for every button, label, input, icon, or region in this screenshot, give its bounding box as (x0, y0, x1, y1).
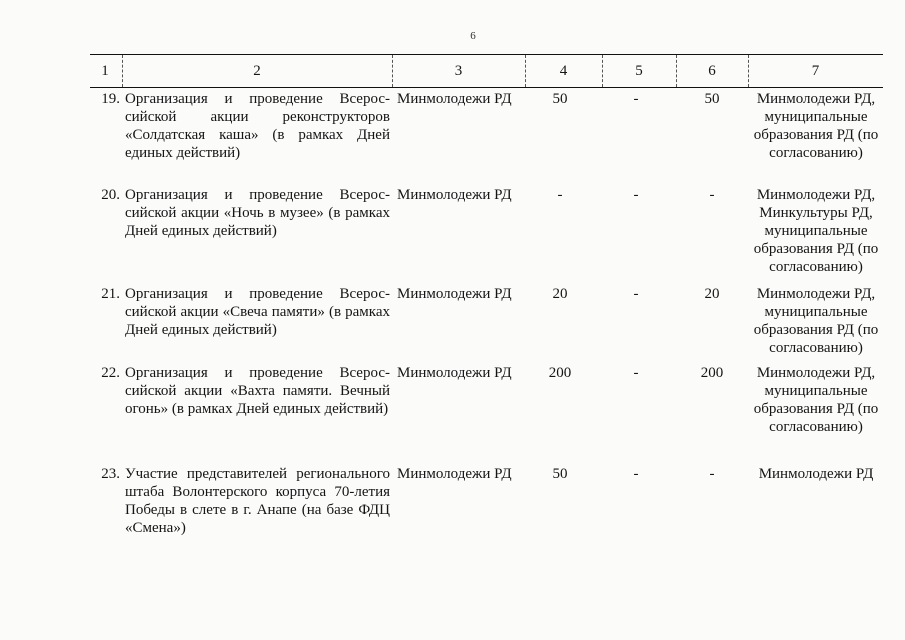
row-executors: Минмолодежи РД, муниципальные образования РД (по согласованию) (753, 286, 879, 356)
row-executors: Минмолодежи РД (758, 466, 874, 482)
row-executors: Минмолодежи РД, Минкультуры РД, муниципальные образования РД (по согласованию) (753, 187, 879, 275)
row-executors: Минмолодежи РД, муниципальные образования РД (по согласованию) (753, 365, 879, 435)
row-col-6: 20 (704, 286, 720, 302)
header-col-3: 3 (454, 63, 463, 79)
row-responsible: Минмолодежи РД (397, 365, 512, 381)
header-col-7: 7 (811, 63, 820, 79)
table-header-row (90, 54, 883, 88)
row-col-4: 50 (552, 466, 568, 482)
row-responsible: Минмолодежи РД (397, 91, 512, 107)
row-col-6: - (709, 187, 715, 203)
row-col-4: 20 (552, 286, 568, 302)
row-col-5: - (633, 91, 639, 107)
header-col-2: 2 (253, 63, 261, 79)
row-col-4: - (557, 187, 563, 203)
row-number: 23. (101, 466, 120, 482)
row-number: 19. (101, 91, 120, 107)
row-col-5: - (633, 286, 639, 302)
header-col-5: 5 (635, 63, 643, 79)
header-col-4: 4 (559, 63, 568, 79)
row-col-5: - (633, 466, 639, 482)
header-col-1: 1 (101, 63, 109, 79)
row-col-5: - (633, 187, 639, 203)
row-number: 21. (101, 286, 120, 302)
row-col-6: 200 (700, 365, 724, 381)
row-number: 22. (101, 365, 120, 381)
row-col-6: - (709, 466, 715, 482)
row-description: Участие представителей регионального штаба Волонтерского корпуса 70-летия Победы в слете в г. Анапе (на базе ФДЦ «Смена») (125, 466, 390, 536)
row-col-5: - (633, 365, 639, 381)
row-number: 20. (101, 187, 120, 203)
row-description: Организация и проведение Всерос-сийской акции «Ночь в музее» (в рамках Дней единых действий) (125, 187, 390, 239)
page-number: 6 (470, 30, 476, 42)
row-responsible: Минмолодежи РД (397, 466, 512, 482)
row-executors: Минмолодежи РД, муниципальные образования РД (по согласованию) (753, 91, 879, 161)
row-description: Организация и проведение Всерос-сийской акции «Свеча памяти» (в рамках Дней единых действий) (125, 286, 390, 338)
row-responsible: Минмолодежи РД (397, 187, 512, 203)
row-description: Организация и проведение Всерос-сийской акции реконструкторов «Солдатская каша» (в рамках Дней единых действий) (125, 91, 390, 161)
row-col-6: 50 (704, 91, 720, 107)
row-description: Организация и проведение Всерос-сийской акции «Вахта памяти. Вечный огонь» (в рамках Дней единых действий) (125, 365, 390, 417)
row-col-4: 50 (552, 91, 568, 107)
row-responsible: Минмолодежи РД (397, 286, 512, 302)
header-col-6: 6 (708, 63, 716, 79)
row-col-4: 200 (548, 365, 572, 381)
